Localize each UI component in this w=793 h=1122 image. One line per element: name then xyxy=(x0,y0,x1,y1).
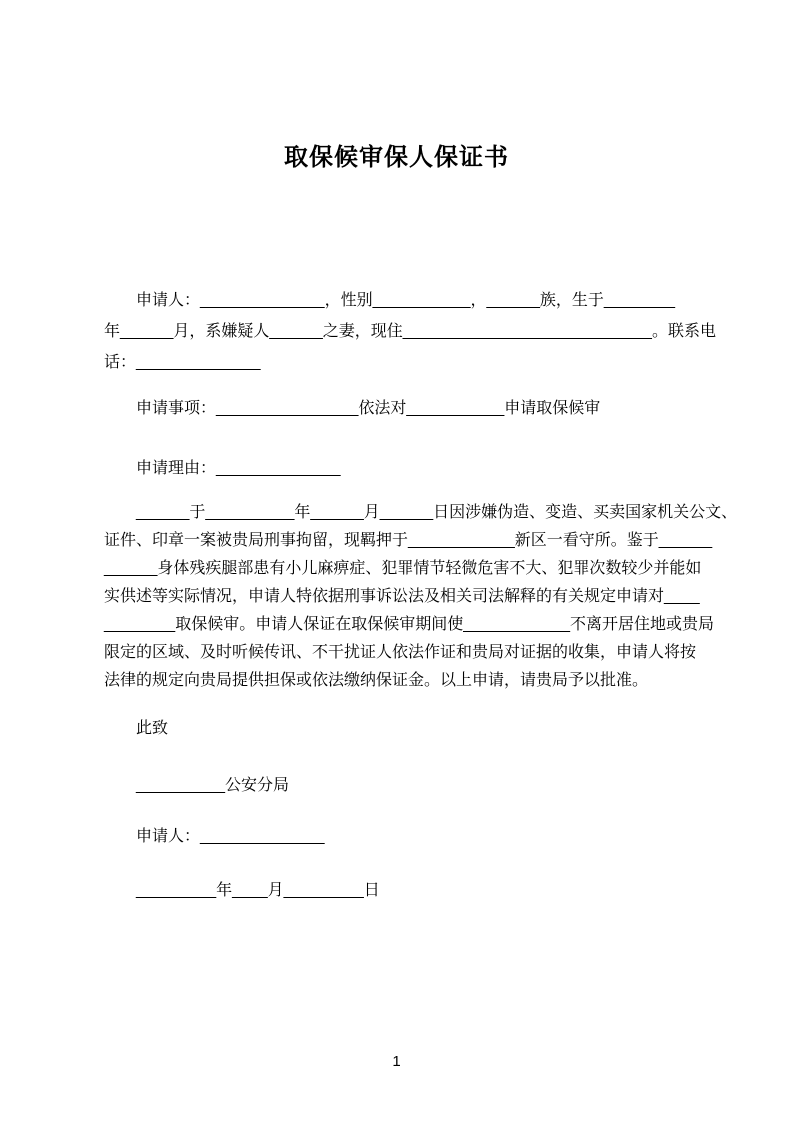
text-line: ______身体残疾腿部患有小儿麻痹症、犯罪情节轻微危害不大、犯罪次数较少并能如 xyxy=(104,560,702,577)
page-number: 1 xyxy=(392,1053,401,1070)
text-line: 实供述等实际情况，申请人特依据刑事诉讼法及相关司法解释的有关规定申请对____ xyxy=(104,588,700,605)
body-paragraph xyxy=(104,499,738,695)
document-title: 取保候审保人保证书 xyxy=(284,144,509,171)
closing-line: 此致 xyxy=(136,720,169,737)
date-line: _________年____月_________日 xyxy=(136,882,380,899)
text-line: 法律的规定向贵局提供担保或依法缴纳保证金。以上申请，请贵局予以批准。 xyxy=(104,672,649,689)
application-item-line: 申请事项：________________依法对___________申请取保候审 xyxy=(136,400,601,417)
bureau-line: __________公安分局 xyxy=(136,777,289,794)
application-reason-line: 申请理由：______________ xyxy=(136,460,341,477)
text-line: 话：______________ xyxy=(104,354,261,371)
signature-line: 申请人：______________ xyxy=(136,828,325,845)
applicant-info-paragraph xyxy=(104,285,716,378)
text-line: ______于__________年______月______日因涉嫌伪造、变造、买卖国家机关公文、 xyxy=(136,504,738,521)
text-line: 证件、印章一案被贵局刑事拘留，现羁押于____________新区一看守所。鉴于______ xyxy=(104,532,713,549)
text-line: 年______月，系嫌疑人______之妻，现住____________________________。联系电 xyxy=(104,323,716,340)
text-line: ________取保候审。申请人保证在取保候审期间使____________不离开居住地或贵局 xyxy=(104,616,714,633)
text-line: 申请人：______________，性别___________，______族，生于________ xyxy=(136,292,676,309)
text-line: 限定的区域、及时听候传讯、不干扰证人依法作证和贵局对证据的收集，申请人将按 xyxy=(104,644,697,661)
